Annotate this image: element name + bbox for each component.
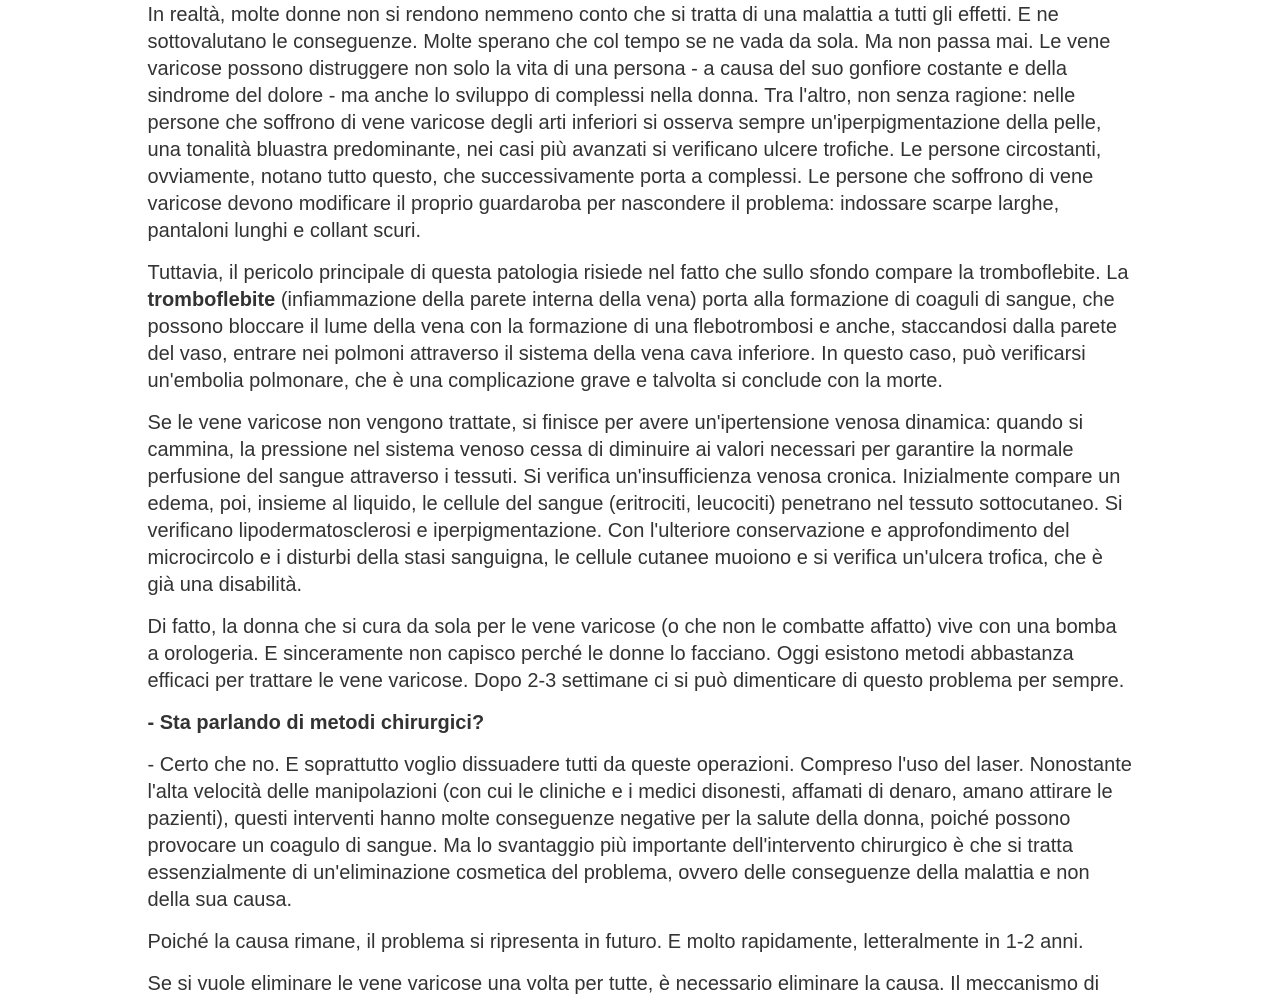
paragraph-thrombophlebitis-text-before: Tuttavia, il pericolo principale di questa patologia risiede nel fatto che sullo sfondo compare la tromboflebite. La bbox=[147, 262, 1129, 284]
interview-question-heading: - Sta parlando di metodi chirurgici? bbox=[147, 712, 485, 734]
bold-term-tromboflebite: tromboflebite bbox=[147, 289, 276, 311]
paragraph-consequences: In realtà, molte donne non si rendono nemmeno conto che si tratta di una malattia a tutti gli effetti. E ne sottovalutano le conseguenze. Molte sperano che col tempo se ne vada da sola. Ma non passa mai. Le vene varicose possono distruggere non solo la vita di una persona - a causa del suo gonfiore costante e della sindrome del dolore - ma anche lo sviluppo di complessi nella donna. Tra l'altro, non senza ragione: nelle persone che soffrono di vene varicose degli arti inferiori si osserva sempre un'iperpigmentazione della pelle, una tonalità bluastra predominante, nei casi più avanzati si verificano ulcere trofiche. Le persone circostanti, ovviamente, notano tutto questo, che successivamente porta a complessi. Le persone che soffrono di vene varicose devono modificare il proprio guardaroba per nascondere il problema: indossare scarpe larghe, pantaloni lunghi e collant scuri. bbox=[147, 4, 1111, 242]
paragraph-cause-remains: Poiché la causa rimane, il problema si ripresenta in futuro. E molto rapidamente, letteralmente in 1-2 anni. bbox=[147, 931, 1084, 953]
paragraph-against-surgery: - Certo che no. E soprattutto voglio dissuadere tutti da queste operazioni. Compreso l'uso del laser. Nonostante l'alta velocità delle manipolazioni (con cui le cliniche e i medici disonesti, affamati di denaro, amano attirare le pazienti), questi interventi hanno molte conseguenze negative per la salute della donna, poiché possono provocare un coagulo di sangue. Ma lo svantaggio più importante dell'intervento chirurgico è che si tratta essenzialmente di un'eliminazione cosmetica del problema, ovvero delle conseguenze della malattia e non della sua causa. bbox=[147, 754, 1132, 911]
paragraph-thrombophlebitis-text-after: (infiammazione della parete interna della vena) porta alla formazione di coaguli di sangue, che possono bloccare il lume della vena con la formazione di una flebotrombosi e anche, staccandosi dalla parete del vaso, entrare nei polmoni attraverso il sistema della vena cava inferiore. In questo caso, può verificarsi un'embolia polmonare, che è una complicazione grave e talvolta si conclude con la morte. bbox=[147, 289, 1117, 392]
article-page bbox=[148, 0, 1133, 998]
paragraph-thrombophlebitis bbox=[148, 260, 1133, 395]
paragraph-time-bomb: Di fatto, la donna che si cura da sola per le vene varicose (o che non le combatte affatto) vive con una bomba a orologeria. E sinceramente non capisco perché le donne lo facciano. Oggi esistono metodi abbastanza efficaci per trattare le vene varicose. Dopo 2-3 settimane ci si può dimenticare di questo problema per sempre. bbox=[147, 616, 1125, 692]
paragraph-untreated-varicose: Se le vene varicose non vengono trattate, si finisce per avere un'ipertensione venosa dinamica: quando si cammina, la pressione nel sistema venoso cessa di diminuire ai valori necessari per garantire la normale perfusione del sangue attraverso i tessuti. Si verifica un'insufficienza venosa cronica. Inizialmente compare un edema, poi, insieme al liquido, le cellule del sangue (eritrociti, leucociti) penetrano nel tessuto sottocutaneo. Si verificano lipodermatosclerosi e iperpigmentazione. Con l'ulteriore conservazione e approfondimento del microcircolo e i disturbi della stasi sanguigna, le cellule cutanee muoiono e si verifica un'ulcera trofica, che è già una disabilità. bbox=[147, 412, 1123, 596]
interview-article-text bbox=[148, 2, 1133, 998]
paragraph-eliminate-cause: Se si vuole eliminare le vene varicose una volta per tutte, è necessario eliminare la causa. Il meccanismo di bbox=[147, 973, 1100, 995]
